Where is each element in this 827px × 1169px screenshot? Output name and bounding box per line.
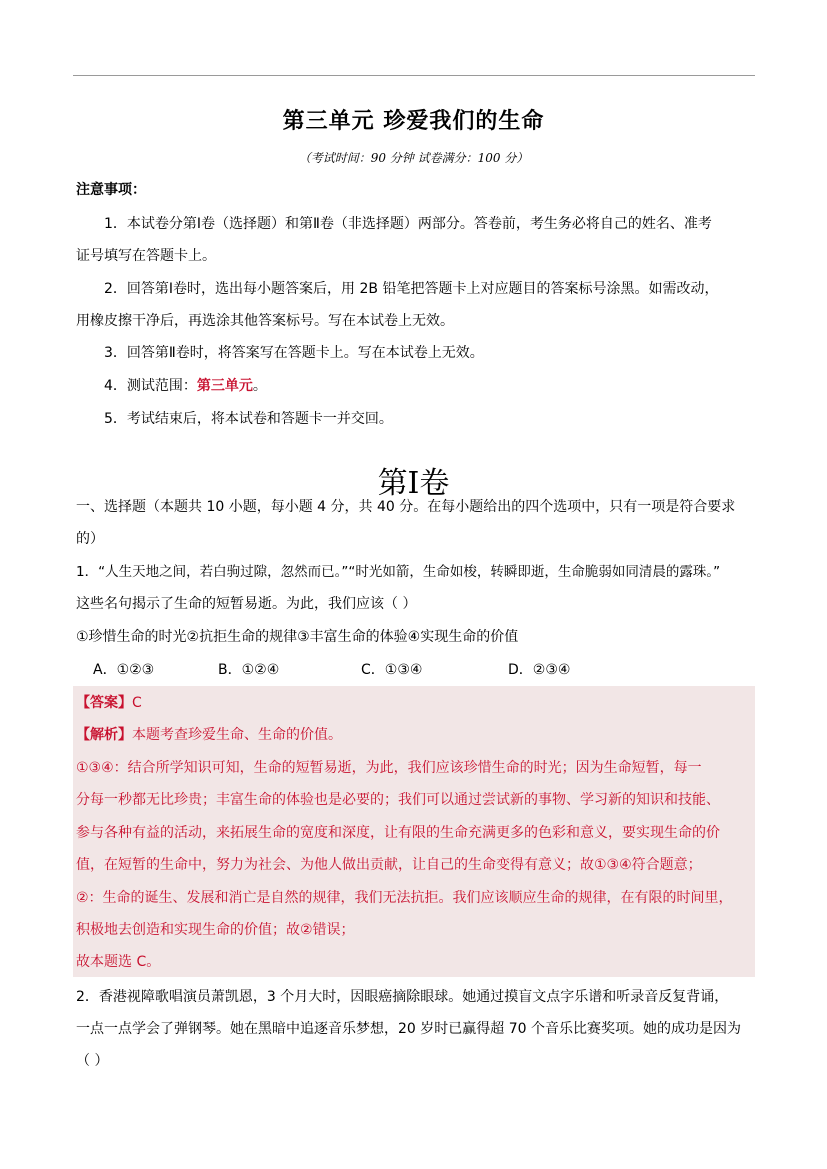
q1-option-a: A．①②③ — [93, 662, 155, 678]
answer-line — [76, 693, 142, 713]
part1-heading-line-2: 的） — [76, 531, 104, 547]
q2-stem-line-3: （ ） — [76, 1053, 109, 1069]
notice-item-5: 5．考试结束后，将本试卷和答题卡一并交回。 — [104, 411, 393, 427]
analysis-intro: 本题考查珍爱生命、生命的价值。 — [132, 727, 342, 743]
answer-value: C — [132, 695, 142, 711]
notice-heading: 注意事项： — [76, 182, 146, 198]
notice-item-1-line-2: 证号填写在答题卡上。 — [76, 248, 216, 264]
q2-stem-line-1: 2．香港视障歌唱演员萧凯恩，3 个月大时，因眼癌摘除眼球。她通过摸盲文点字乐谱和听录音反复背诵， — [76, 989, 729, 1005]
part1-heading-line-1: 一、选择题（本题共 10 小题，每小题 4 分，共 40 分。在每小题给出的四个选项中，只有一项是符合要求 — [76, 499, 736, 515]
analysis-label: 【解析】 — [76, 727, 132, 743]
notice-item-1-line-1: 1．本试卷分第Ⅰ卷（选择题）和第Ⅱ卷（非选择题）两部分。答卷前，考生务必将自己的姓名、准考 — [104, 216, 712, 232]
header-rule — [73, 75, 755, 76]
exam-info: （考试时间：90 分钟 试卷满分：100 分） — [298, 151, 529, 165]
analysis-line — [76, 725, 342, 745]
answer-box — [73, 686, 755, 977]
q2-stem-line-2: 一点一点学会了弹钢琴。她在黑暗中追逐音乐梦想，20 岁时已赢得超 70 个音乐比赛奖项。她的成功是因为 — [76, 1021, 741, 1037]
analysis-text-line-6: 积极地去创造和实现生命的价值；故②错误； — [76, 922, 355, 938]
q1-option-c: C．①③④ — [361, 662, 423, 678]
q1-option-b: B．①②④ — [218, 662, 280, 678]
page-title: 第三单元 珍爱我们的生命 — [282, 108, 545, 134]
analysis-text-line-2: 分每一秒都无比珍贵；丰富生命的体验也是必要的；我们可以通过尝试新的事物、学习新的知识和技能、 — [76, 792, 720, 808]
analysis-text-line-1: ①③④：结合所学知识可知，生命的短暂易逝，为此，我们应该珍惜生命的时光；因为生命短暂，每一 — [76, 760, 702, 776]
q1-statements: ①珍惜生命的时光②抗拒生命的规律③丰富生命的体验④实现生命的价值 — [76, 629, 519, 645]
q1-stem-line-2: 这些名句揭示了生命的短暂易逝。为此，我们应该（ ） — [76, 596, 417, 612]
notice-item-4-suffix: 。 — [252, 378, 267, 394]
q1-stem-line-1: 1．“人生天地之间，若白驹过隙，忽然而已。”“时光如箭，生命如梭，转瞬即逝，生命脆弱如同清晨的露珠。” — [76, 564, 721, 580]
notice-item-4 — [104, 376, 267, 396]
analysis-text-line-3: 参与各种有益的活动，来拓展生命的宽度和深度，让有限的生命充满更多的色彩和意义，要实现生命的价 — [76, 825, 720, 841]
analysis-conclusion: 故本题选 C。 — [76, 954, 161, 970]
q1-option-d: D．②③④ — [508, 662, 571, 678]
test-scope: 第三单元 — [196, 378, 253, 394]
analysis-text-line-5: ②：生命的诞生、发展和消亡是自然的规律，我们无法抗拒。我们应该顺应生命的规律，在有限的时间里， — [76, 890, 733, 906]
section-title: 第Ⅰ卷 — [377, 466, 450, 501]
analysis-text-line-4: 值，在短暂的生命中，努力为社会、为他人做出贡献，让自己的生命变得有意义；故①③④符合题意； — [76, 857, 702, 873]
notice-item-3: 3．回答第Ⅱ卷时，将答案写在答题卡上。写在本试卷上无效。 — [104, 345, 484, 361]
notice-item-4-prefix: 4．测试范围： — [104, 378, 197, 394]
answer-label: 【答案】 — [76, 695, 132, 711]
notice-item-2-line-2: 用橡皮擦干净后，再选涂其他答案标号。写在本试卷上无效。 — [76, 313, 454, 329]
notice-item-2-line-1: 2．回答第Ⅰ卷时，选出每小题答案后，用 2B 铅笔把答题卡上对应题目的答案标号涂黑。如需改动， — [104, 281, 719, 297]
